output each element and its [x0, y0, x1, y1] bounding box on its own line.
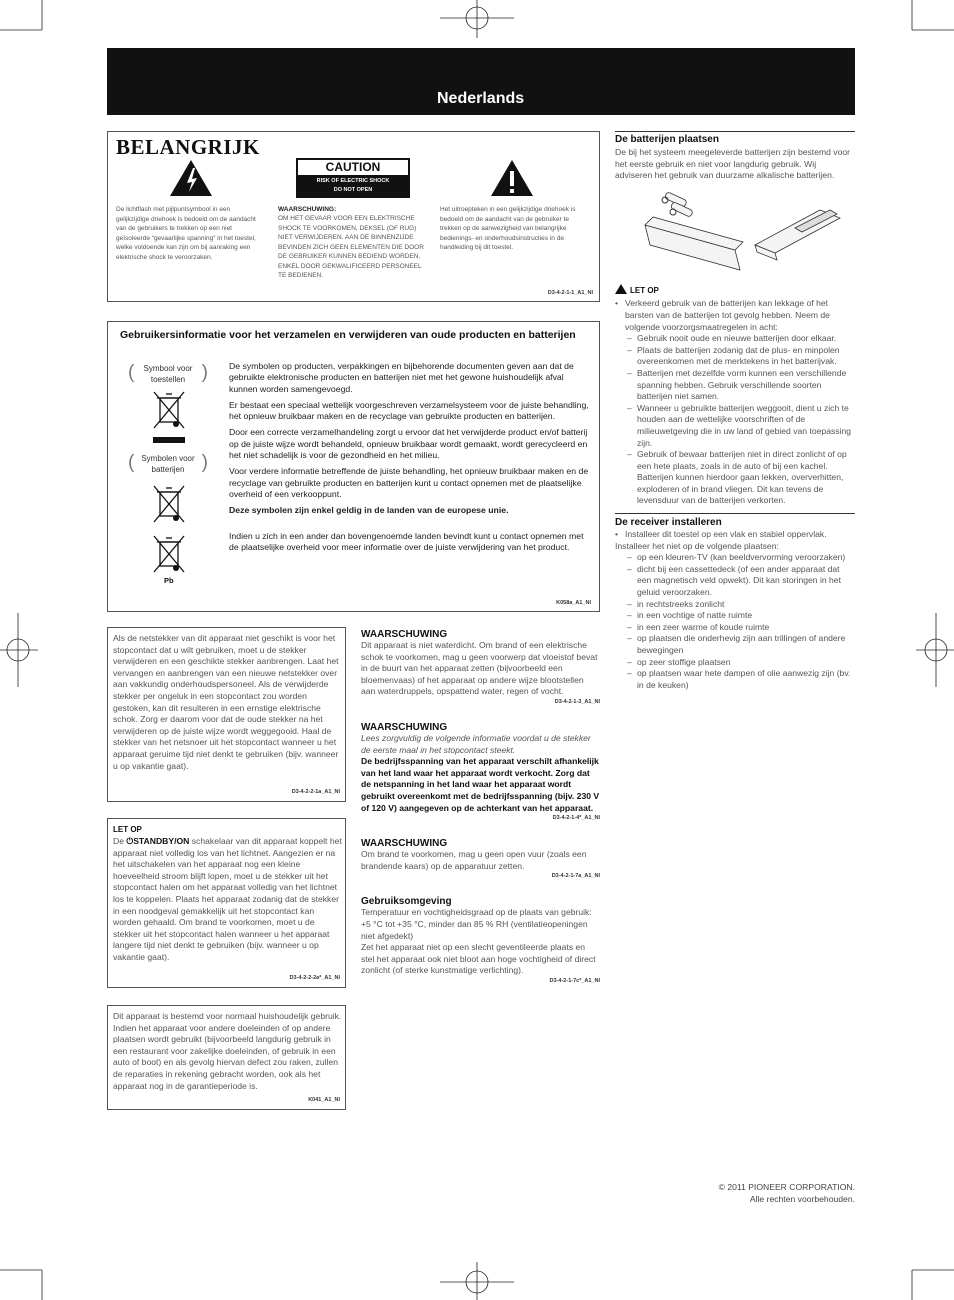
standby-caution-title: LET OP — [113, 825, 142, 834]
important-title: BELANGRIJK — [116, 135, 260, 159]
power-icon: ⏻ — [126, 836, 134, 846]
receiver-rule — [615, 513, 855, 514]
battery-dash-text: Gebruik of bewaar batterijen niet in direct zonlicht of op een hete plaats, zoals in de auto of bij een kachel. Batterijen kunnen hierdoor gaan lekken, oververhitten, exploderen of in brand vliegen. Dit kan tevens de levensduur van de batterijen verkorten. — [637, 449, 847, 506]
caution-label-box — [296, 158, 410, 198]
recycling-p6: Indien u zich in een ander dan bovengenoemde landen bevindt kunt u contact opnemen met de plaatselijke overheid voor meer informatie over de juiste verwijdering van het product. — [229, 530, 584, 552]
recycling-p3: Door een correcte verzamelhandeling zorgt u ervoor dat het verwijderde product en/of batterij op de juiste wijze wordt behandeld, opnieuw bruikbaar wordt gemaakt, wordt gerecycleerd en het niet schadelijk is voor de gezondheid en het milieu. — [229, 427, 588, 461]
plug-info-code: D3-4-2-2-1a_A1_Nl — [291, 789, 340, 795]
standby-caution-text — [113, 836, 342, 964]
middle-column — [361, 629, 600, 984]
receiver-intro: Installeer het niet op de volgende plaatsen: — [615, 540, 779, 551]
lightning-warning-icon — [168, 158, 214, 198]
lightning-description: De lichtflash met pijlpuntsymbool in een gelijkzijdige driehoek is bedoeld om de aandacht van de gebruikers te trekken op een niet geïsoleerde “gevaarlijke spanning” in het toestel, welke voldoende kan zijn om bij aanraking een elektrische shock te veroorzaken. — [116, 206, 256, 261]
receiver-dash-item: – op een kleuren-TV (kan beeldvervorming veroorzaken) — [627, 552, 846, 563]
standby-caution-code: D3-4-2-2-2a*_A1_Nl — [289, 975, 340, 981]
receiver-dash-list — [615, 552, 855, 691]
warning-description: OM HET GEVAAR VOOR EEN ELEKTRISCHE SHOCK TE VOORKOMEN, DEKSEL (OF RUG) NIET VERWIJDEREN. AAN DE BINNENZIJDE BEVINDEN ZICH GEEN ELEMENTEN DIE DOOR DE GEBRUIKER KUNNEN BEDIEND WORDEN. ENKEL DOOR GEKWALIFICEERD PERSONEEL TE BEDIENEN. — [278, 215, 424, 279]
important-box — [107, 131, 600, 302]
caution-label: CAUTION — [298, 160, 408, 175]
warning2-italic: Lees zorgvuldig de volgende informatie voordat u de stekker de eerste maal in het stopcontact steekt. — [361, 732, 591, 755]
household-use-text: Dit apparaat is bestemd voor normaal huishoudelijk gebruik. Indien het apparaat voor andere doeleinden of op andere plaatsen wordt gebruikt (bijvoorbeeld langdurig gebruik in een restaurant voor zakelijke doeleinden, of gebruik in een auto of boot) en als gevolg hiervan defect zou raken, zullen de reparaties in rekening gebracht worden, ook als het apparaat nog in de garantieperiode is. — [113, 1011, 342, 1091]
receiver-bullet: • Installeer dit toestel op een vlak en stabiel oppervlak. — [615, 529, 827, 540]
language-header — [107, 48, 855, 115]
standby-caution-box — [107, 818, 346, 988]
crossed-bin-pb-icon — [152, 534, 186, 576]
receiver-title: De receiver installeren — [615, 517, 722, 529]
caution-sub-1: RISK OF ELECTRIC SHOCK — [316, 178, 390, 184]
remote-battery-illustration — [625, 190, 855, 280]
pb-label: Pb — [164, 576, 174, 585]
recycling-p5: Deze symbolen zijn enkel geldig in de landen van de europese unie. — [229, 505, 509, 516]
receiver-dash-text: op plaatsen die onderhevig zijn aan trillingen of andere bewegingen — [637, 633, 846, 655]
symbol-batteries-text: Symbolen voor batterijen — [141, 454, 195, 474]
battery-dash-item: – Gebruik of bewaar batterijen niet in direct zonlicht of op een hete plaats, zoals in de auto of bij een kachel. Batterijen kunnen hierdoor gaan lekken, oververhitten, exploderen of in brand vliegen. Dit kan tevens de levensduur van de batterijen verkorten. — [627, 449, 847, 506]
symbol-devices-text: Symbool voor toestellen — [143, 364, 193, 384]
battery-caution-heading — [615, 284, 855, 297]
warning2-code: D3-4-2-1-4*_A1_Nl — [552, 815, 600, 822]
recycling-text — [229, 361, 591, 553]
battery-dash-text: Plaats de batterijen zodanig dat de plus- en minpolen overeenkomen met de merktekens in het batterijvak. — [637, 344, 840, 367]
crossed-bin-battery-icon — [152, 484, 186, 526]
receiver-dash-text: dicht bij een cassettedeck (of een ander apparaat dat een magnetisch veld opwekt). Dit kan storingen in het geluid veroorzaken. — [637, 563, 841, 598]
recycling-p1: De symbolen op producten, verpakkingen en bijbehorende documenten geven aan dat de gebruikte elektronische producten en batterijen niet met het gewone huishoudelijk afval kunnen worden samengevoegd. — [229, 361, 574, 394]
standby-pre: De — [113, 836, 127, 846]
battery-dash-item: – Wanneer u gebruikte batterijen weggooit, dient u zich te houden aan de wettelijke voorschriften of de milieuwetgeving die in uw land of gebied van toepassing zijn. — [627, 402, 852, 448]
battery-dash-text: Gebruik nooit oude en nieuwe batterijen door elkaar. — [637, 333, 837, 344]
battery-dash-list — [615, 333, 855, 507]
warning1-title: WAARSCHUWING — [361, 629, 448, 640]
bin-bar — [153, 437, 185, 443]
warning-label: WAARSCHUWING: — [278, 206, 337, 213]
warning3-code: D3-4-2-1-7a_A1_Nl — [551, 873, 600, 880]
receiver-dash-item: – op plaatsen waar hete dampen of olie aanwezig zijn (bv. in de keuken) — [627, 668, 851, 690]
environment-title: Gebruiksomgeving — [361, 896, 452, 908]
recycling-title: Gebruikersinformatie voor het verzamelen en verwijderen van oude producten en batterijen — [120, 329, 576, 341]
important-code: D3-4-2-1-1_A1_Nl — [547, 290, 593, 296]
receiver-dash-item: – in rechtstreeks zonlicht — [627, 598, 725, 609]
right-column — [615, 134, 855, 691]
battery-dash-text: Wanneer u gebruikte batterijen weggooit, dient u zich te houden aan de wettelijke voorschriften of de milieuwetgeving die in uw land of gebied van toepassing zijn. — [637, 402, 852, 448]
receiver-dash-text: in rechtstreeks zonlicht — [637, 598, 725, 609]
receiver-dash-item: – in een zeer warme of koude ruimte — [627, 621, 770, 632]
exclamation-warning-icon — [489, 158, 535, 198]
battery-dash-text: Batterijen met dezelfde vorm kunnen een verschillende spanning hebben. Gebruik verschillende soorten batterijen niet samen. — [637, 367, 847, 402]
language-title: Nederlands — [437, 90, 525, 107]
battery-dash-item: – Batterijen met dezelfde vorm kunnen een verschillende spanning hebben. Gebruik verschillende soorten batterijen niet samen. — [627, 367, 847, 402]
battery-dash-item: – Gebruik nooit oude en nieuwe batterijen door elkaar. — [627, 333, 837, 344]
standby-body: schakelaar van dit apparaat koppelt het apparaat niet volledig los van het lichtnet. Aangezien er na het uitschakelen van het apparaat nog een kleine hoeveelheid stroom blijft lopen, moet u de stekker uit het stopcontact halen om het apparaat volledig van het lichtnet los te koppelen. Plaats het apparaat zodanig dat de stekker in een noodgeval gemakkelijk uit het stopcontact kan worden gehaald. Om brand te voorkomen, moet u de stekker uit het stopcontact halen wanneer u het apparaat langere tijd niet denkt te gebruiken (bijv. wanneer u op vakantie gaat). — [113, 836, 342, 962]
plug-info-text: Als de netstekker van dit apparaat niet geschikt is voor het stopcontact dat u wilt gebruiken, moet u de stekker verwijderen en een geschikte stekker aanbrengen. Laat het vervangen en aanbrengen van een nieuwe netstekker over aan vakkundig onderhoudspersoneel. Als de verwijderde stekker per ongeluk in een stopcontact zou worden gestoken, kan dit resulteren in een ernstige elektrische schok. Zorg er daarom voor dat de oude stekker na het verwijderen op de juiste wijze wordt weggegooid. Haal de stekker van het netsnoer uit het stopcontact wanneer u het apparaat geruime tijd niet denkt te gebruiken (bijv. wanneer u op vakantie gaat). — [113, 633, 339, 771]
right-top-rule — [615, 131, 855, 132]
receiver-dash-item: – dicht bij een cassettedeck (of een ander apparaat dat een magnetisch veld opwekt). Dit kan storingen in het geluid veroorzaken. — [627, 563, 841, 598]
receiver-dash-text: in een vochtige of natte ruimte — [637, 610, 753, 621]
receiver-bullet-text: Installeer dit toestel op een vlak en stabiel oppervlak. — [625, 529, 827, 540]
receiver-dash-item: – op plaatsen die onderhevig zijn aan trillingen of andere bewegingen — [627, 633, 846, 655]
environment-code: D3-4-2-1-7c*_A1_Nl — [549, 977, 600, 984]
receiver-dash-text: op een kleuren-TV (kan beeldvervorming veroorzaken) — [637, 552, 846, 563]
recycling-p2: Er bestaat een speciaal wettelijk voorgeschreven verzamelsysteem voor de juiste behandling, het opnieuw bruikbaar maken en de recyclage van gebruikte producten en batterijen. — [229, 399, 589, 422]
environment-text1: Temperatuur en vochtigheidsgraad op de plaats van gebruik: — [361, 907, 592, 918]
batteries-text: De bij het systeem meegeleverde batterijen zijn bestemd voor het eerste gebruik en niet voor langdurig gebruik. Wij adviseren het gebruik van duurzame alkalische batterijen. — [615, 147, 851, 181]
exclamation-description: Het uitroepteken in een gelijkzijdige driehoek is bedoeld om de aandacht van de gebruiker te trekken op de aanwezigheid van belangrijke bedienings- en onderhoudsinstructies in de handleiding bij dit toestel. — [440, 206, 576, 251]
batteries-title: De batterijen plaatsen — [615, 134, 719, 145]
caution-sub-2: DO NOT OPEN — [333, 187, 373, 193]
crossed-bin-icon — [152, 390, 186, 432]
recycling-box — [107, 321, 600, 612]
warning2-bold: De bedrijfsspanning van het apparaat verschilt afhankelijk van het land waar het apparaat wordt verkocht. Zorg dat de netspanning in het land waar het apparaat wordt gebruikt overeenkomt met de bedrijfsspanning (bijv. 230 V of 120 V) aangegeven op de achterkant van het apparaat. — [361, 756, 600, 813]
receiver-dash-item: – in een vochtige of natte ruimte — [627, 610, 753, 621]
plug-info-box — [107, 627, 346, 802]
receiver-dash-item: – op zeer stoffige plaatsen — [627, 656, 731, 667]
copyright-text: © 2011 PIONEER CORPORATION. — [718, 1182, 855, 1192]
symbol-devices-label: ( Symbool voor toestellen ) — [128, 362, 208, 384]
battery-dash-item: – Plaats de batterijen zodanig dat de plus- en minpolen overeenkomen met de merktekens in het batterijvak. — [627, 344, 840, 367]
environment-text2: +5 °C tot +35 °C, minder dan 85 % RH (ventilatieopeningen niet afgedekt) — [361, 918, 588, 941]
recycling-p4: Voor verdere informatie betreffende de juiste behandling, het opnieuw bruikbaar maken en de recyclage van gebruikte producten en batterijen kunt u contact opnemen met de plaatselijke overheid of een verkooppunt. — [229, 466, 589, 499]
rights-text: Alle rechten voorbehouden. — [749, 1193, 855, 1204]
household-use-code: K041_A1_Nl — [308, 1097, 340, 1103]
standby-label: STANDBY/ON — [133, 836, 190, 846]
caution-triangle-icon — [615, 284, 627, 294]
warning3-text: Om brand te voorkomen, mag u geen open vuur (zoals een brandende kaars) op de apparatuur zetten. — [361, 849, 587, 871]
warning2-title: WAARSCHUWING — [361, 721, 448, 733]
letop-label: LET OP — [630, 285, 659, 295]
household-use-box — [107, 1005, 346, 1110]
warning3-title: WAARSCHUWING — [361, 838, 448, 850]
receiver-dash-text: op plaatsen waar hete dampen of olie aanwezig zijn (bv. in de keuken) — [637, 668, 851, 690]
battery-bullet: • Verkeerd gebruik van de batterijen kan lekkage of het barsten van de batterijen tot gevolg hebben. Neem de volgende voorzorgsmaatregelen in acht: — [615, 298, 830, 332]
environment-text3: Zet het apparaat niet op een slecht geventileerde plaats en stel het apparaat ook niet bloot aan hoge vochtigheid of direct zonlicht (of sterke kunstmatige verlichting). — [361, 942, 596, 976]
copyright-block — [719, 1182, 855, 1205]
warning1-text: Dit apparaat is niet waterdicht. Om brand of een elektrische schok te voorkomen, mag u geen voorwerp dat vloeistof bevat in de buurt van het apparaat zetten (bijvoorbeeld een bloemenvaas) of het apparaat op andere wijze blootstellen aan waterdruppels, opspattend water, regen of vocht. — [361, 640, 598, 697]
receiver-dash-text: in een zeer warme of koude ruimte — [637, 621, 770, 632]
battery-bullet-text: Verkeerd gebruik van de batterijen kan lekkage of het barsten van de batterijen tot gevolg hebben. Neem de volgende voorzorgsmaatregelen in acht: — [625, 298, 830, 332]
warning1-code: D3-4-2-1-3_A1_Nl — [554, 698, 600, 705]
receiver-dash-text: op zeer stoffige plaatsen — [637, 656, 731, 667]
recycling-code: K058a_A1_Nl — [556, 600, 591, 606]
symbol-batteries-label: ( Symbolen voor batterijen ) — [128, 452, 208, 474]
